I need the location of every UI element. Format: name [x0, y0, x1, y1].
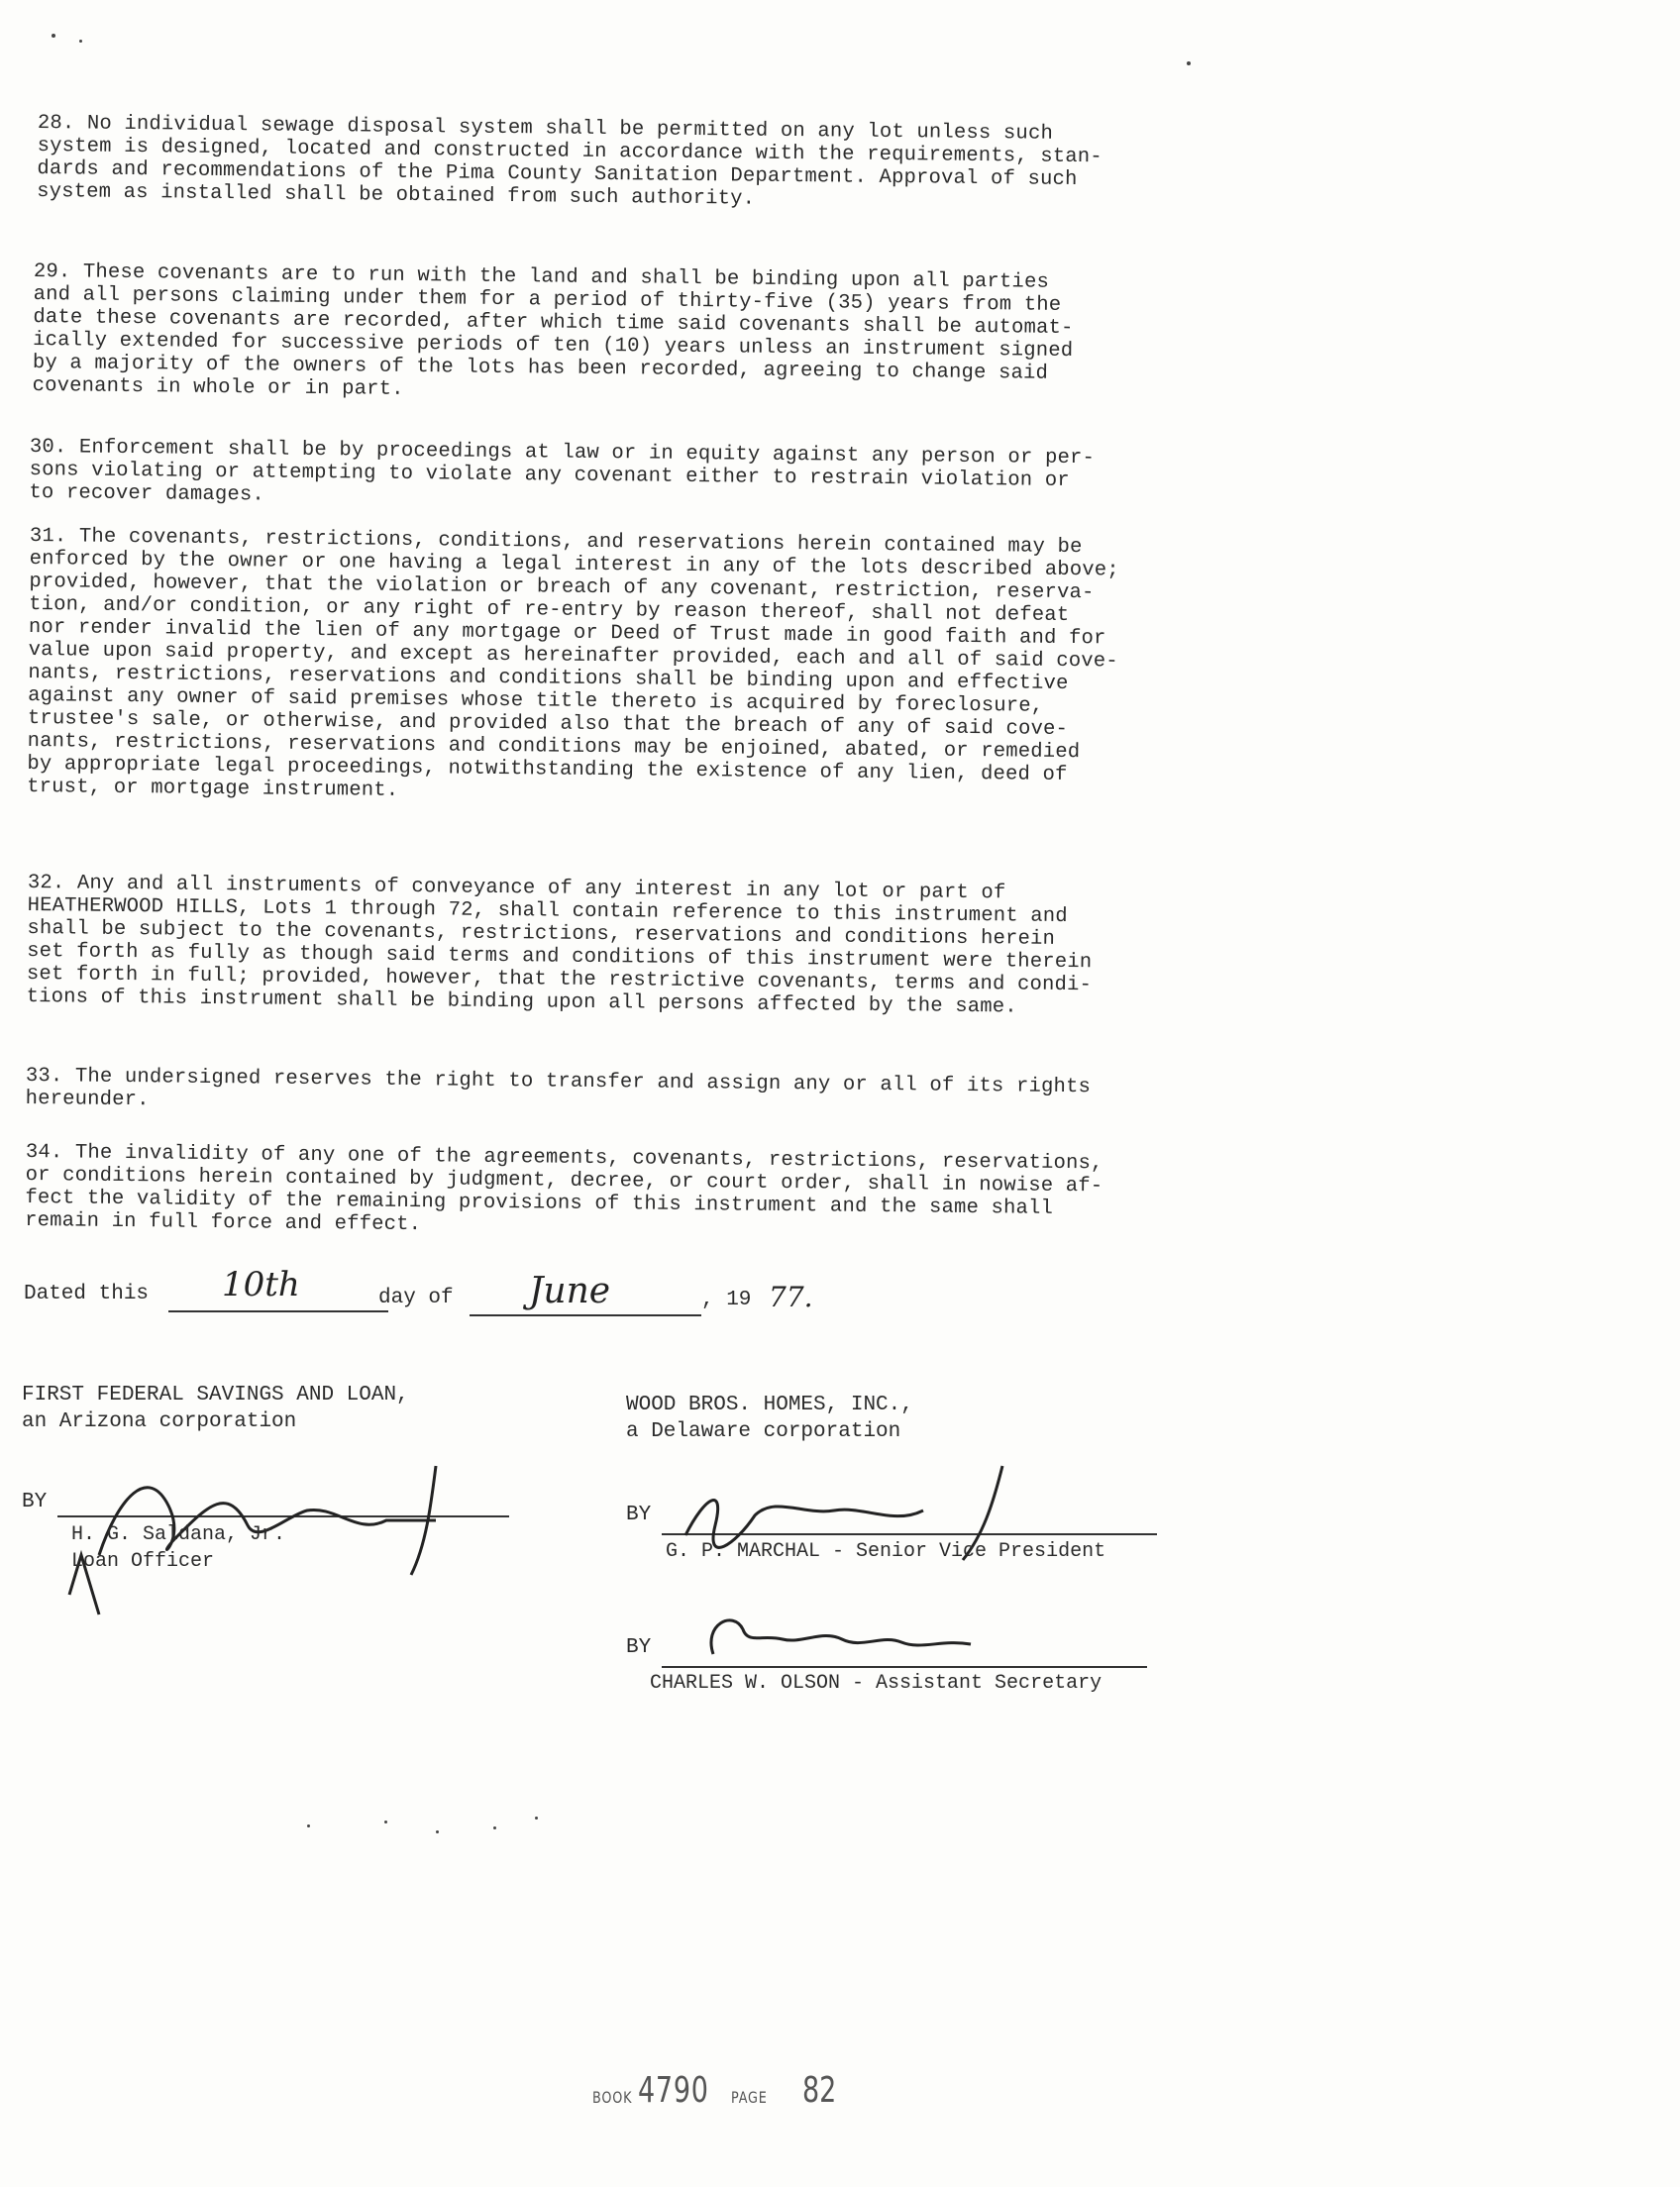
scan-speck — [535, 1817, 538, 1820]
right-signer-2: CHARLES W. OLSON - Assistant Secretary — [650, 1672, 1102, 1695]
right-signer-1: G. P. MARCHAL - Senior Vice President — [666, 1540, 1106, 1563]
dated-label: Dated this — [24, 1283, 150, 1305]
day-handwritten: 10th — [222, 1265, 300, 1304]
right-by-label-1: BY — [626, 1504, 652, 1526]
first-federal-type: an Arizona corporation — [22, 1410, 297, 1433]
wood-bros-type: a Delaware corporation — [626, 1420, 901, 1443]
olson-signature — [693, 1605, 991, 1674]
month-handwritten: June — [529, 1271, 611, 1311]
book-number: 4790 — [638, 2070, 709, 2111]
wood-bros-block — [626, 1392, 1181, 1445]
page-number: 82 — [802, 2070, 837, 2111]
scan-speck — [493, 1826, 496, 1829]
left-signer-title: Loan Officer — [71, 1550, 215, 1573]
date-line — [24, 1265, 915, 1332]
book-label: BOOK — [592, 2088, 633, 2107]
scan-speck — [436, 1830, 439, 1833]
day-of-label: day of — [378, 1287, 454, 1309]
first-federal-name: FIRST FEDERAL SAVINGS AND LOAN, — [22, 1384, 409, 1406]
month-blank — [470, 1314, 701, 1316]
right-by-label-2: BY — [626, 1636, 652, 1659]
left-by-label: BY — [22, 1491, 48, 1513]
paragraph-28: 28. No individual sewage disposal system shall be permitted on any lot unless such system is designed, located and constructed in accordance with the requirements, stan- dards and recommendations of the Pima County Sanitation Department. Approval of such system as installed shall be obtained from such authority. — [37, 112, 1102, 211]
year-handwritten: 77. — [769, 1281, 813, 1313]
scan-speck — [52, 34, 55, 38]
book-page-stamp — [592, 2070, 890, 2120]
left-signer-name: H. G. Saldana, Jr. — [71, 1523, 286, 1546]
paragraph-34: 34. The invalidity of any one of the agreements, covenants, restrictions, reservations, or conditions herein contained by judgment, decree, or court order, shall in nowise af- fect the validity of the remaining provisions of this instrument and the same shall remain in full force and effect. — [25, 1141, 1103, 1237]
day-blank — [168, 1310, 388, 1312]
page-label: PAGE — [731, 2088, 768, 2107]
scan-speck — [384, 1821, 387, 1823]
scan-speck — [79, 40, 82, 43]
paragraph-29: 29. These covenants are to run with the land and shall be binding upon all parties and all persons claiming under them for a period of thirty-five (35) years from the date these covenants are recorded, after which time said covenants shall be automat- ically extended for successive periods of ten (10) years unless an instrument signed by a majority of the owners of the lots has been recorded, agreeing to change said covenants in whole or in part. — [32, 260, 1074, 401]
paragraph-30: 30. Enforcement shall be by proceedings at law or in equity against any person or per- sons violating or attempting to violate any covenant either to restrain violation or to recover damages. — [29, 436, 1096, 507]
paragraph-33: 33. The undersigned reserves the right to transfer and assign any or all of its rights hereunder. — [25, 1065, 1092, 1112]
wood-bros-name: WOOD BROS. HOMES, INC., — [626, 1394, 913, 1416]
scan-speck — [1187, 61, 1191, 65]
paragraph-31: 31. The covenants, restrictions, conditions, and reservations herein contained may be enforced by the owner or one having a legal interest in any of the lots described above; provided, however, that the violation or breach of any covenant, restriction, reserva- tion, and/or condition, or any right of re-entry by reason thereof, shall not defeat nor render invalid the lien of any mortgage or Deed of Trust made in good faith and for value upon said property, and except as hereinafter provided, each and all of said cove- nants, restrictions, reservations and conditions shall be binding upon and effective against any owner of said premises whose title thereto is acquired by foreclosure, trustee's sale, or otherwise, and provided also that the breach of any of said cove- nants, restrictions, reservations and conditions may be enjoined, abated, or remedied by appropriate legal proceedings, notwithstanding the existence of any lien, deed of trust, or mortgage instrument. — [27, 525, 1119, 802]
scan-speck — [307, 1824, 310, 1827]
paragraph-32: 32. Any and all instruments of conveyance of any interest in any lot or part of HEATHERWOOD HILLS, Lots 1 through 72, shall contain reference to this instrument and shall be subject to the covenants, restrictions, reservations and conditions herein set forth as fully as though said terms and conditions of this instrument were therein set forth in full; provided, however, that the restrictive covenants, terms and condi- tions of this instrument shall be binding upon all persons affected by the same. — [26, 872, 1093, 1019]
year-prefix: , 19 — [701, 1289, 752, 1311]
